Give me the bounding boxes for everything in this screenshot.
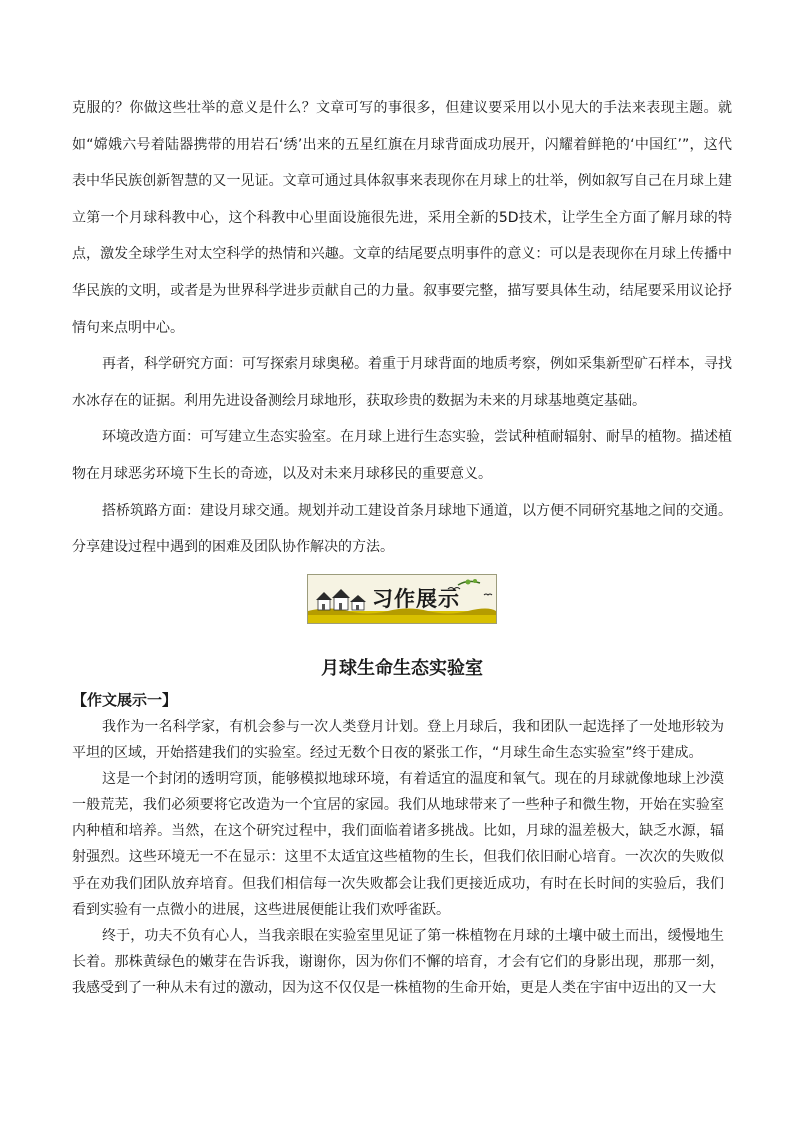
sample-label: 【作文展示一】 — [72, 691, 178, 709]
section-banner — [307, 574, 497, 624]
essay-paragraph: 这是一个封闭的透明穹顶，能够模拟地球环境，有着适宜的温度和氧气。现在的月球就像地球上沙漠一般荒芜，我们必须要将它改造为一个宜居的家园。我们从地球带来了一些种子和微生物，开始在实验室内种植和培养。当然，在这个研究过程中，我们面临着诸多挑战。比如，月球的温差极大，缺乏水源，辐射强烈。这些环境无一不在显示：这里不太适宜这些植物的生长，但我们依旧耐心培育。一次次的失败似乎在劝我们团队放弃培育。但我们相信每一次失败都会让我们更接近成功，有时在长时间的实验后，我们看到实验有一点微小的进展，这些进展便能让我们欢呼雀跃。 — [72, 771, 724, 918]
essay-section — [72, 686, 724, 1001]
banner-label: 习作展示 — [372, 586, 460, 611]
essay-paragraph: 我作为一名科学家，有机会参与一次人类登月计划。登上月球后，我和团队一起选择了一处地形较为平坦的区域，开始搭建我们的实验室。经过无数个日夜的紧张工作，“月球生命生态实验室”终于建成。 — [72, 719, 724, 762]
guidance-paragraph: 搭桥筑路方面：建设月球交通。规划并动工建设首条月球地下通道，以方便不同研究基地之间的交通。分享建设过程中遇到的困难及团队协作解决的方法。 — [72, 502, 732, 556]
essay-paragraph: 终于，功夫不负有心人，当我亲眼在实验室里见证了第一株植物在月球的土壤中破土而出，缓慢地生长着。那株黄绿色的嫩芽在告诉我，谢谢你，因为你们不懈的培育，才会有它们的身影出现，那那一刻，我感受到了一种从未有过的激动，因为这不仅仅是一株植物的生命开始，更是人类在宇宙中迈出的又一大 — [72, 927, 724, 996]
section-banner-wrap — [72, 574, 732, 624]
guidance-paragraph: 克服的？你做这些壮举的意义是什么？文章可写的事很多，但建议要采用以小见大的手法来表现主题。就如“嫦娥六号着陆器携带的用岩石‘绣’出来的五星红旗在月球背面成功展开，闪耀着鲜艳的‘中国红’”，这代表中华民族创新智慧的又一见证。文章可通过具体叙事来表现你在月球上的壮举，例如叙写自己在月球上建立第一个月球科教中心，这个科教中心里面设施很先进，采用全新的5D技术，让学生全方面了解月球的特点，激发全球学生对太空科学的热情和兴趣。文章的结尾要点明事件的意义：可以是表现你在月球上传播中华民族的文明，或者是为世界科学进步贡献自己的力量。叙事要完整，描写要具体生动，结尾要采用议论抒情句来点明中心。 — [72, 100, 732, 336]
guidance-section — [72, 90, 732, 684]
guidance-paragraph: 再者，科学研究方面：可写探索月球奥秘。着重于月球背面的地质考察，例如采集新型矿石样本，寻找水冰存在的证据。利用先进设备测绘月球地形，获取珍贵的数据为未来的月球基地奠定基础。 — [72, 356, 732, 409]
essay-title: 月球生命生态实验室 — [321, 657, 483, 679]
guidance-paragraph: 环境改造方面：可写建立生态实验室。在月球上进行生态实验，尝试种植耐辐射、耐旱的植物。描述植物在月球恶劣环境下生长的奇迹，以及对未来月球移民的重要意义。 — [72, 429, 732, 482]
